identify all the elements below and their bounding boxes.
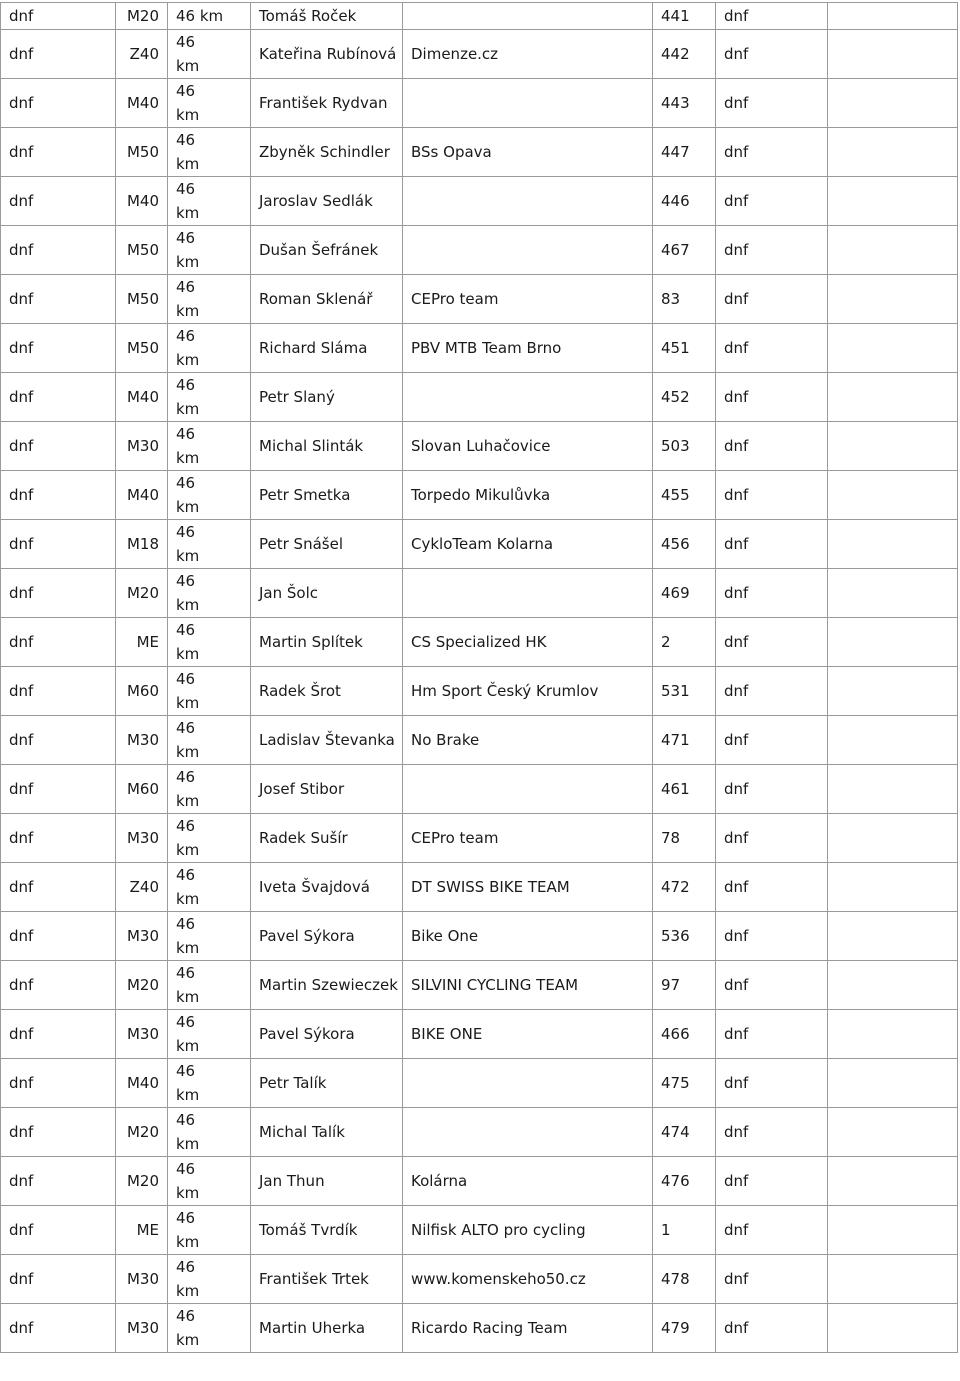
rider-name-cell: František Rydvan	[251, 79, 403, 128]
category-cell: M40	[116, 79, 168, 128]
start-number-cell: 469	[653, 569, 716, 618]
team-cell: PBV MTB Team Brno	[403, 324, 653, 373]
start-number-cell: 83	[653, 275, 716, 324]
category-cell: M20	[116, 961, 168, 1010]
status-cell: dnf	[1, 912, 116, 961]
team-cell: Dimenze.cz	[403, 30, 653, 79]
results-table	[0, 2, 958, 1353]
start-number-cell: 479	[653, 1304, 716, 1353]
start-number-cell: 2	[653, 618, 716, 667]
empty-cell	[828, 1304, 958, 1353]
start-number-cell: 476	[653, 1157, 716, 1206]
table-row	[1, 177, 958, 226]
distance-cell: 46 km	[168, 422, 251, 471]
table-row	[1, 912, 958, 961]
status-cell: dnf	[1, 618, 116, 667]
table-row	[1, 1157, 958, 1206]
empty-cell	[828, 1108, 958, 1157]
rider-name-cell: Petr Snášel	[251, 520, 403, 569]
start-number-cell: 97	[653, 961, 716, 1010]
result-cell: dnf	[716, 961, 828, 1010]
status-cell: dnf	[1, 520, 116, 569]
category-cell: M18	[116, 520, 168, 569]
rider-name-cell: Petr Smetka	[251, 471, 403, 520]
result-cell: dnf	[716, 716, 828, 765]
team-cell	[403, 1059, 653, 1108]
distance-cell: 46 km	[168, 471, 251, 520]
table-row	[1, 520, 958, 569]
empty-cell	[828, 1206, 958, 1255]
table-row	[1, 422, 958, 471]
empty-cell	[828, 520, 958, 569]
team-cell: CEPro team	[403, 814, 653, 863]
empty-cell	[828, 471, 958, 520]
result-cell: dnf	[716, 422, 828, 471]
status-cell: dnf	[1, 373, 116, 422]
status-cell: dnf	[1, 863, 116, 912]
distance-cell: 46 km	[168, 765, 251, 814]
empty-cell	[828, 961, 958, 1010]
status-cell: dnf	[1, 1010, 116, 1059]
start-number-cell: 503	[653, 422, 716, 471]
rider-name-cell: Josef Stibor	[251, 765, 403, 814]
rider-name-cell: Radek Šrot	[251, 667, 403, 716]
rider-name-cell: Martin Uherka	[251, 1304, 403, 1353]
start-number-cell: 478	[653, 1255, 716, 1304]
result-cell: dnf	[716, 912, 828, 961]
team-cell: SILVINI CYCLING TEAM	[403, 961, 653, 1010]
empty-cell	[828, 3, 958, 30]
start-number-cell: 447	[653, 128, 716, 177]
status-cell: dnf	[1, 1157, 116, 1206]
start-number-cell: 475	[653, 1059, 716, 1108]
distance-cell: 46 km	[168, 520, 251, 569]
table-row	[1, 3, 958, 30]
table-row	[1, 275, 958, 324]
status-cell: dnf	[1, 569, 116, 618]
status-cell: dnf	[1, 1206, 116, 1255]
team-cell: CEPro team	[403, 275, 653, 324]
start-number-cell: 456	[653, 520, 716, 569]
team-cell: www.komenskeho50.cz	[403, 1255, 653, 1304]
empty-cell	[828, 716, 958, 765]
category-cell: M30	[116, 912, 168, 961]
start-number-cell: 446	[653, 177, 716, 226]
result-cell: dnf	[716, 569, 828, 618]
rider-name-cell: Richard Sláma	[251, 324, 403, 373]
team-cell: Slovan Luhačovice	[403, 422, 653, 471]
rider-name-cell: Jan Šolc	[251, 569, 403, 618]
result-cell: dnf	[716, 667, 828, 716]
empty-cell	[828, 128, 958, 177]
start-number-cell: 471	[653, 716, 716, 765]
team-cell: CykloTeam Kolarna	[403, 520, 653, 569]
table-row	[1, 667, 958, 716]
empty-cell	[828, 226, 958, 275]
rider-name-cell: František Trtek	[251, 1255, 403, 1304]
table-row	[1, 30, 958, 79]
distance-cell: 46 km	[168, 1059, 251, 1108]
team-cell: DT SWISS BIKE TEAM	[403, 863, 653, 912]
team-cell	[403, 79, 653, 128]
empty-cell	[828, 177, 958, 226]
start-number-cell: 441	[653, 3, 716, 30]
distance-cell: 46 km	[168, 1010, 251, 1059]
status-cell: dnf	[1, 814, 116, 863]
table-row	[1, 716, 958, 765]
empty-cell	[828, 1255, 958, 1304]
empty-cell	[828, 765, 958, 814]
start-number-cell: 466	[653, 1010, 716, 1059]
table-row	[1, 79, 958, 128]
rider-name-cell: Pavel Sýkora	[251, 912, 403, 961]
status-cell: dnf	[1, 471, 116, 520]
team-cell: BIKE ONE	[403, 1010, 653, 1059]
empty-cell	[828, 863, 958, 912]
distance-cell: 46 km	[168, 569, 251, 618]
empty-cell	[828, 1010, 958, 1059]
rider-name-cell: Radek Sušír	[251, 814, 403, 863]
status-cell: dnf	[1, 667, 116, 716]
category-cell: M20	[116, 569, 168, 618]
distance-cell: 46 km	[168, 667, 251, 716]
distance-cell: 46 km	[168, 618, 251, 667]
result-cell: dnf	[716, 520, 828, 569]
table-row	[1, 618, 958, 667]
category-cell: M30	[116, 814, 168, 863]
table-row	[1, 1304, 958, 1353]
empty-cell	[828, 275, 958, 324]
status-cell: dnf	[1, 1304, 116, 1353]
status-cell: dnf	[1, 177, 116, 226]
distance-cell: 46 km	[168, 128, 251, 177]
empty-cell	[828, 814, 958, 863]
empty-cell	[828, 912, 958, 961]
status-cell: dnf	[1, 422, 116, 471]
table-row	[1, 373, 958, 422]
distance-cell: 46 km	[168, 1108, 251, 1157]
status-cell: dnf	[1, 324, 116, 373]
distance-cell: 46 km	[168, 863, 251, 912]
team-cell	[403, 226, 653, 275]
empty-cell	[828, 618, 958, 667]
status-cell: dnf	[1, 765, 116, 814]
category-cell: M60	[116, 765, 168, 814]
category-cell: M50	[116, 226, 168, 275]
category-cell: M40	[116, 1059, 168, 1108]
distance-cell: 46 km	[168, 1304, 251, 1353]
table-row	[1, 324, 958, 373]
category-cell: M30	[116, 1255, 168, 1304]
table-row	[1, 961, 958, 1010]
team-cell: Kolárna	[403, 1157, 653, 1206]
category-cell: M30	[116, 1304, 168, 1353]
category-cell: Z40	[116, 30, 168, 79]
rider-name-cell: Dušan Šefránek	[251, 226, 403, 275]
team-cell: Ricardo Racing Team	[403, 1304, 653, 1353]
result-cell: dnf	[716, 275, 828, 324]
distance-cell: 46 km	[168, 3, 251, 30]
empty-cell	[828, 373, 958, 422]
result-cell: dnf	[716, 3, 828, 30]
results-rows	[1, 3, 958, 1353]
start-number-cell: 536	[653, 912, 716, 961]
result-cell: dnf	[716, 1255, 828, 1304]
category-cell: M50	[116, 324, 168, 373]
category-cell: M50	[116, 275, 168, 324]
result-cell: dnf	[716, 1304, 828, 1353]
start-number-cell: 78	[653, 814, 716, 863]
result-cell: dnf	[716, 471, 828, 520]
category-cell: ME	[116, 1206, 168, 1255]
rider-name-cell: Petr Slaný	[251, 373, 403, 422]
status-cell: dnf	[1, 3, 116, 30]
result-cell: dnf	[716, 177, 828, 226]
category-cell: Z40	[116, 863, 168, 912]
rider-name-cell: Jan Thun	[251, 1157, 403, 1206]
category-cell: ME	[116, 618, 168, 667]
start-number-cell: 467	[653, 226, 716, 275]
empty-cell	[828, 422, 958, 471]
status-cell: dnf	[1, 716, 116, 765]
start-number-cell: 442	[653, 30, 716, 79]
team-cell: CS Specialized HK	[403, 618, 653, 667]
distance-cell: 46 km	[168, 226, 251, 275]
distance-cell: 46 km	[168, 1206, 251, 1255]
rider-name-cell: Zbyněk Schindler	[251, 128, 403, 177]
status-cell: dnf	[1, 1059, 116, 1108]
status-cell: dnf	[1, 1255, 116, 1304]
start-number-cell: 474	[653, 1108, 716, 1157]
result-cell: dnf	[716, 373, 828, 422]
table-row	[1, 765, 958, 814]
distance-cell: 46 km	[168, 275, 251, 324]
team-cell: Hm Sport Český Krumlov	[403, 667, 653, 716]
result-cell: dnf	[716, 30, 828, 79]
empty-cell	[828, 324, 958, 373]
rider-name-cell: Iveta Švajdová	[251, 863, 403, 912]
category-cell: M20	[116, 3, 168, 30]
team-cell	[403, 3, 653, 30]
empty-cell	[828, 1059, 958, 1108]
team-cell	[403, 569, 653, 618]
result-cell: dnf	[716, 1157, 828, 1206]
empty-cell	[828, 667, 958, 716]
rider-name-cell: Pavel Sýkora	[251, 1010, 403, 1059]
result-cell: dnf	[716, 1010, 828, 1059]
empty-cell	[828, 79, 958, 128]
result-cell: dnf	[716, 226, 828, 275]
distance-cell: 46 km	[168, 912, 251, 961]
team-cell: Torpedo Mikulůvka	[403, 471, 653, 520]
team-cell	[403, 765, 653, 814]
category-cell: M40	[116, 177, 168, 226]
team-cell: No Brake	[403, 716, 653, 765]
category-cell: M50	[116, 128, 168, 177]
table-row	[1, 128, 958, 177]
rider-name-cell: Petr Talík	[251, 1059, 403, 1108]
result-cell: dnf	[716, 128, 828, 177]
result-cell: dnf	[716, 1206, 828, 1255]
distance-cell: 46 km	[168, 177, 251, 226]
status-cell: dnf	[1, 128, 116, 177]
rider-name-cell: Tomáš Roček	[251, 3, 403, 30]
start-number-cell: 461	[653, 765, 716, 814]
table-row	[1, 1108, 958, 1157]
category-cell: M30	[116, 422, 168, 471]
distance-cell: 46 km	[168, 373, 251, 422]
category-cell: M40	[116, 373, 168, 422]
distance-cell: 46 km	[168, 30, 251, 79]
rider-name-cell: Ladislav Števanka	[251, 716, 403, 765]
start-number-cell: 531	[653, 667, 716, 716]
rider-name-cell: Jaroslav Sedlák	[251, 177, 403, 226]
rider-name-cell: Kateřina Rubínová	[251, 30, 403, 79]
table-row	[1, 863, 958, 912]
table-row	[1, 1255, 958, 1304]
category-cell: M20	[116, 1157, 168, 1206]
category-cell: M40	[116, 471, 168, 520]
team-cell: Nilfisk ALTO pro cycling	[403, 1206, 653, 1255]
empty-cell	[828, 30, 958, 79]
distance-cell: 46 km	[168, 324, 251, 373]
status-cell: dnf	[1, 275, 116, 324]
table-row	[1, 814, 958, 863]
table-row	[1, 471, 958, 520]
rider-name-cell: Martin Szewieczek	[251, 961, 403, 1010]
rider-name-cell: Martin Splítek	[251, 618, 403, 667]
table-row	[1, 1010, 958, 1059]
distance-cell: 46 km	[168, 79, 251, 128]
distance-cell: 46 km	[168, 1255, 251, 1304]
category-cell: M20	[116, 1108, 168, 1157]
start-number-cell: 1	[653, 1206, 716, 1255]
status-cell: dnf	[1, 79, 116, 128]
category-cell: M30	[116, 716, 168, 765]
status-cell: dnf	[1, 1108, 116, 1157]
rider-name-cell: Tomáš Tvrdík	[251, 1206, 403, 1255]
category-cell: M30	[116, 1010, 168, 1059]
status-cell: dnf	[1, 30, 116, 79]
result-cell: dnf	[716, 1108, 828, 1157]
distance-cell: 46 km	[168, 814, 251, 863]
start-number-cell: 443	[653, 79, 716, 128]
rider-name-cell: Michal Slinták	[251, 422, 403, 471]
team-cell	[403, 1108, 653, 1157]
category-cell: M60	[116, 667, 168, 716]
rider-name-cell: Michal Talík	[251, 1108, 403, 1157]
team-cell: BSs Opava	[403, 128, 653, 177]
result-cell: dnf	[716, 618, 828, 667]
table-row	[1, 1206, 958, 1255]
result-cell: dnf	[716, 765, 828, 814]
empty-cell	[828, 569, 958, 618]
result-cell: dnf	[716, 324, 828, 373]
result-cell: dnf	[716, 79, 828, 128]
table-row	[1, 1059, 958, 1108]
status-cell: dnf	[1, 226, 116, 275]
team-cell	[403, 177, 653, 226]
table-row	[1, 226, 958, 275]
empty-cell	[828, 1157, 958, 1206]
result-cell: dnf	[716, 1059, 828, 1108]
start-number-cell: 452	[653, 373, 716, 422]
result-cell: dnf	[716, 863, 828, 912]
start-number-cell: 455	[653, 471, 716, 520]
start-number-cell: 472	[653, 863, 716, 912]
result-cell: dnf	[716, 814, 828, 863]
start-number-cell: 451	[653, 324, 716, 373]
status-cell: dnf	[1, 961, 116, 1010]
team-cell: Bike One	[403, 912, 653, 961]
team-cell	[403, 373, 653, 422]
distance-cell: 46 km	[168, 961, 251, 1010]
distance-cell: 46 km	[168, 716, 251, 765]
rider-name-cell: Roman Sklenář	[251, 275, 403, 324]
distance-cell: 46 km	[168, 1157, 251, 1206]
table-row	[1, 569, 958, 618]
